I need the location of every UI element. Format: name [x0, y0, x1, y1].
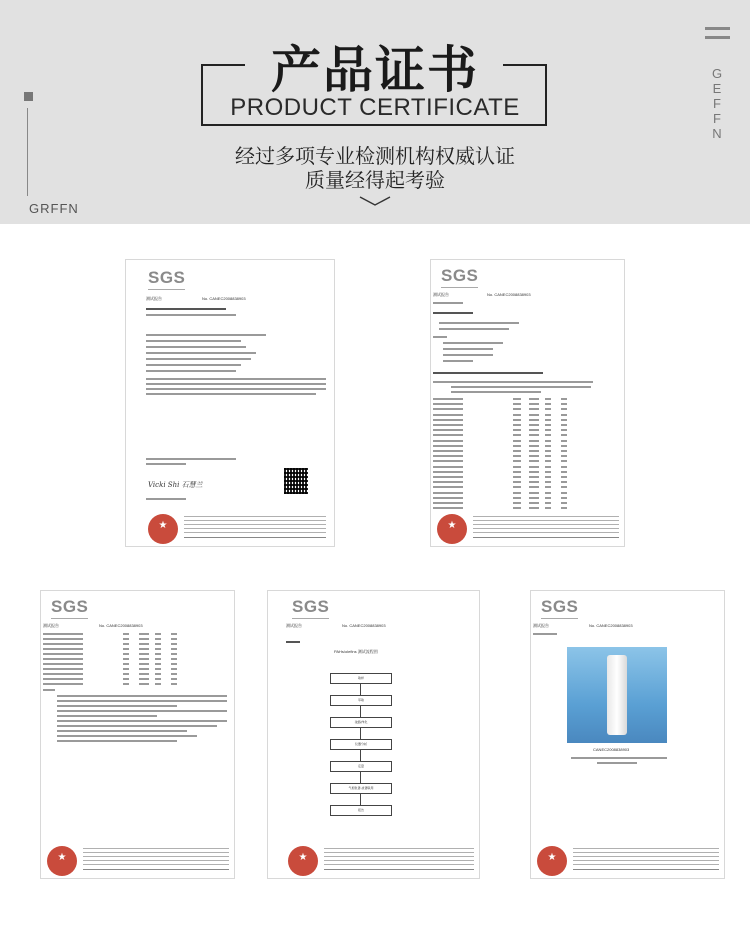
table-row-line — [545, 429, 551, 431]
report-number: No. CANEC2008838903 — [202, 296, 246, 301]
table-row-line — [529, 492, 539, 494]
sgs-logo: SGS — [441, 266, 479, 285]
table-row-line — [561, 408, 567, 410]
table-row-line — [529, 450, 539, 452]
table-row-line — [171, 678, 177, 680]
table-row-line — [123, 643, 129, 645]
table-row-line — [529, 445, 539, 447]
table-row-line — [433, 424, 463, 426]
table-row-line — [513, 419, 521, 421]
table-row-line — [123, 673, 129, 675]
table-row-line — [433, 419, 463, 421]
sample-photo — [567, 647, 667, 743]
table-row-line — [529, 398, 539, 400]
table-row-line — [139, 663, 149, 665]
brand-letter: E — [712, 81, 722, 96]
table-row-line — [433, 481, 463, 483]
table-row-line — [561, 502, 567, 504]
table-row-line — [529, 466, 539, 468]
certificate-document-3 — [41, 591, 234, 878]
table-row-line — [139, 668, 149, 670]
table-row-line — [171, 643, 177, 645]
table-row-line — [529, 429, 539, 431]
subtitle-line-2: 质量经得起考验 — [305, 168, 445, 192]
table-row-line — [561, 429, 567, 431]
table-row-line — [123, 683, 129, 685]
table-row-line — [171, 653, 177, 655]
table-row-line — [433, 460, 463, 462]
bottle-image — [607, 655, 627, 735]
table-row-line — [433, 486, 463, 488]
table-row-line — [123, 668, 129, 670]
table-row-line — [513, 403, 521, 405]
table-row-line — [171, 648, 177, 650]
table-row-line — [139, 638, 149, 640]
flowchart-title: PAHs/olefins 测试流程图 — [334, 649, 378, 654]
table-row-line — [513, 502, 521, 504]
certificate-document-5 — [531, 591, 724, 878]
brand-letter: G — [711, 66, 723, 81]
table-row-line — [513, 445, 521, 447]
table-row-line — [513, 481, 521, 483]
table-row-line — [155, 648, 161, 650]
table-row-line — [155, 638, 161, 640]
table-row-line — [545, 408, 551, 410]
table-row-line — [529, 502, 539, 504]
flow-step: 取样 — [330, 673, 392, 684]
report-number: No. CANEC2008838903 — [342, 623, 386, 628]
table-row-line — [155, 683, 161, 685]
table-row-line — [545, 440, 551, 442]
table-row-line — [545, 476, 551, 478]
page-title: 产品证书 — [271, 41, 479, 99]
table-row-line — [529, 419, 539, 421]
report-label: 测试报告 — [533, 623, 549, 628]
flow-step: 萃取 — [330, 695, 392, 706]
table-row-line — [513, 398, 521, 400]
table-row-line — [171, 673, 177, 675]
table-row-line — [123, 653, 129, 655]
table-row-line — [433, 429, 463, 431]
table-row-line — [529, 476, 539, 478]
table-row-line — [433, 403, 463, 405]
table-row-line — [529, 471, 539, 473]
table-row-line — [123, 663, 129, 665]
flow-step: 仪器分析 — [330, 739, 392, 750]
table-row-line — [171, 668, 177, 670]
table-row-line — [155, 658, 161, 660]
table-row-line — [139, 678, 149, 680]
table-row-line — [139, 648, 149, 650]
table-row-line — [561, 455, 567, 457]
table-row-line — [513, 414, 521, 416]
flow-step: 浓缩/净化 — [330, 717, 392, 728]
table-row-line — [43, 633, 83, 635]
table-row-line — [155, 673, 161, 675]
table-row-line — [561, 450, 567, 452]
table-row-line — [139, 643, 149, 645]
table-row-line — [561, 440, 567, 442]
table-row-line — [561, 403, 567, 405]
certification-seal — [148, 514, 178, 544]
table-row-line — [545, 450, 551, 452]
table-row-line — [545, 398, 551, 400]
brand-letter: N — [712, 126, 722, 141]
table-row-line — [433, 408, 463, 410]
table-row-line — [529, 408, 539, 410]
table-row-line — [43, 663, 83, 665]
table-row-line — [123, 658, 129, 660]
table-row-line — [43, 643, 83, 645]
table-row-line — [155, 633, 161, 635]
flow-step: 气相色谱-质谱联用 — [330, 783, 392, 794]
table-row-line — [545, 466, 551, 468]
table-row-line — [529, 507, 539, 509]
table-row-line — [561, 419, 567, 421]
table-row-line — [545, 492, 551, 494]
report-label: 测试报告 — [146, 296, 162, 301]
table-row-line — [529, 414, 539, 416]
table-row-line — [171, 638, 177, 640]
certification-seal — [437, 514, 467, 544]
table-row-line — [433, 492, 463, 494]
table-row-line — [561, 507, 567, 509]
table-row-line — [433, 455, 463, 457]
flow-step: 定量 — [330, 761, 392, 772]
table-row-line — [139, 683, 149, 685]
table-row-line — [545, 445, 551, 447]
table-row-line — [43, 683, 83, 685]
table-row-line — [529, 460, 539, 462]
table-row-line — [43, 653, 83, 655]
table-row-line — [545, 460, 551, 462]
table-row-line — [433, 466, 463, 468]
table-row-line — [561, 424, 567, 426]
table-row-line — [513, 429, 521, 431]
table-row-line — [545, 497, 551, 499]
table-row-line — [43, 658, 83, 660]
report-number: No. CANEC2008838903 — [487, 292, 531, 297]
subtitle-line-1: 经过多项专业检测机构权威认证 — [235, 144, 515, 168]
table-row-line — [433, 434, 463, 436]
table-row-line — [545, 507, 551, 509]
table-row-line — [561, 486, 567, 488]
table-row-line — [561, 476, 567, 478]
table-row-line — [529, 434, 539, 436]
table-row-line — [123, 633, 129, 635]
table-row-line — [513, 460, 521, 462]
report-label: 测试报告 — [286, 623, 302, 628]
table-row-line — [433, 471, 463, 473]
table-row-line — [513, 408, 521, 410]
table-row-line — [561, 445, 567, 447]
table-row-line — [561, 492, 567, 494]
signature: Vicki Shi 石慧兰 — [148, 481, 203, 489]
sgs-logo: SGS — [148, 268, 186, 287]
table-row-line — [139, 653, 149, 655]
table-row-line — [529, 440, 539, 442]
table-row-line — [513, 476, 521, 478]
table-row-line — [139, 633, 149, 635]
chevron-down-icon — [358, 194, 392, 208]
table-row-line — [43, 678, 83, 680]
hero-banner — [0, 0, 750, 224]
sgs-logo: SGS — [51, 597, 89, 616]
table-row-line — [529, 424, 539, 426]
table-row-line — [513, 440, 521, 442]
table-row-line — [545, 434, 551, 436]
certification-seal — [288, 846, 318, 876]
table-row-line — [123, 648, 129, 650]
photo-caption: CANEC2008838903 — [593, 747, 630, 752]
qr-code — [284, 468, 308, 494]
table-row-line — [545, 403, 551, 405]
certification-seal — [47, 846, 77, 876]
report-label: 测试报告 — [433, 292, 449, 297]
table-row-line — [545, 481, 551, 483]
table-row-line — [139, 673, 149, 675]
table-row-line — [561, 414, 567, 416]
table-row-line — [513, 450, 521, 452]
table-row-line — [513, 486, 521, 488]
table-row-line — [171, 663, 177, 665]
table-row-line — [433, 440, 463, 442]
table-row-line — [529, 497, 539, 499]
table-row-line — [43, 648, 83, 650]
certificate-document-4 — [268, 591, 479, 878]
table-row-line — [545, 471, 551, 473]
table-row-line — [433, 507, 463, 509]
table-row-line — [433, 414, 463, 416]
table-row-line — [433, 476, 463, 478]
table-row-line — [529, 486, 539, 488]
table-row-line — [155, 668, 161, 670]
table-row-line — [545, 414, 551, 416]
table-row-line — [561, 434, 567, 436]
table-row-line — [513, 507, 521, 509]
table-row-line — [43, 638, 83, 640]
report-number: No. CANEC2008838903 — [589, 623, 633, 628]
table-row-line — [561, 460, 567, 462]
table-row-line — [545, 419, 551, 421]
table-row-line — [433, 445, 463, 447]
table-row-line — [513, 455, 521, 457]
table-row-line — [561, 471, 567, 473]
table-row-line — [545, 455, 551, 457]
table-row-line — [433, 497, 463, 499]
brand-letter: F — [713, 96, 721, 111]
brand-letter: F — [713, 111, 721, 126]
table-row-line — [139, 658, 149, 660]
table-row-line — [43, 673, 83, 675]
table-row-line — [545, 424, 551, 426]
table-row-line — [529, 403, 539, 405]
table-row-line — [171, 633, 177, 635]
table-row-line — [529, 481, 539, 483]
table-row-line — [513, 497, 521, 499]
table-row-line — [513, 434, 521, 436]
table-row-line — [513, 471, 521, 473]
table-row-line — [561, 497, 567, 499]
sgs-logo: SGS — [541, 597, 579, 616]
table-row-line — [433, 398, 463, 400]
table-row-line — [43, 668, 83, 670]
table-row-line — [171, 683, 177, 685]
flow-step: 报告 — [330, 805, 392, 816]
table-row-line — [545, 486, 551, 488]
table-row-line — [513, 424, 521, 426]
certification-seal — [537, 846, 567, 876]
table-row-line — [513, 466, 521, 468]
table-row-line — [123, 678, 129, 680]
sgs-logo: SGS — [292, 597, 330, 616]
report-number: No. CANEC2008838903 — [99, 623, 143, 628]
page-title-english: PRODUCT CERTIFICATE — [230, 94, 520, 121]
report-label: 测试报告 — [43, 623, 59, 628]
certificate-document-1 — [126, 260, 334, 546]
table-row-line — [561, 481, 567, 483]
table-row-line — [123, 638, 129, 640]
table-row-line — [171, 658, 177, 660]
table-row-line — [545, 502, 551, 504]
table-row-line — [561, 466, 567, 468]
table-row-line — [433, 450, 463, 452]
table-row-line — [155, 653, 161, 655]
table-row-line — [433, 502, 463, 504]
table-row-line — [155, 663, 161, 665]
table-row-line — [513, 492, 521, 494]
table-row-line — [529, 455, 539, 457]
certificate-document-2 — [431, 260, 624, 546]
table-row-line — [155, 643, 161, 645]
brand-text-left: GRFFN — [29, 201, 79, 216]
table-row-line — [155, 678, 161, 680]
table-row-line — [561, 398, 567, 400]
